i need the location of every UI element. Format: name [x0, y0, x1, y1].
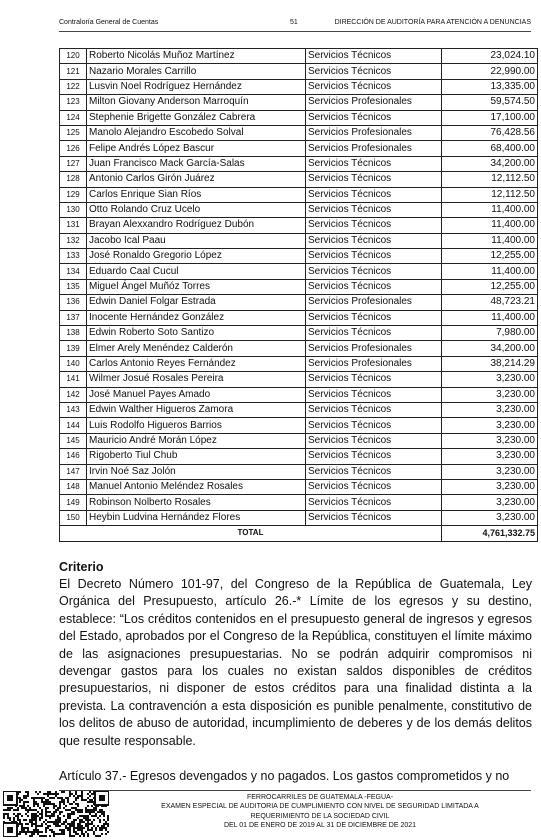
cell-row-number: 132 — [60, 233, 87, 248]
table-row — [60, 202, 538, 217]
barcode-qr-icon — [3, 791, 109, 837]
cell-amount: 68,400.00 — [442, 141, 538, 156]
cell-service-type: Servicios Técnicos — [306, 49, 442, 64]
cell-row-number: 129 — [60, 187, 87, 202]
cell-person-name: Manuel Antonio Meléndez Rosales — [87, 479, 306, 494]
table-row — [60, 172, 538, 187]
cell-amount: 3,230.00 — [442, 479, 538, 494]
table-row — [60, 49, 538, 64]
cell-row-number: 128 — [60, 172, 87, 187]
cell-person-name: Brayan Alexxandro Rodríguez Dubón — [87, 218, 306, 233]
cell-service-type: Servicios Técnicos — [306, 464, 442, 479]
cell-amount: 76,428.56 — [442, 125, 538, 140]
cell-service-type: Servicios Técnicos — [306, 64, 442, 79]
cell-service-type: Servicios Técnicos — [306, 418, 442, 433]
article-37-paragraph: Artículo 37.- Egresos devengados y no pagados. Los gastos comprometidos y no — [59, 769, 510, 783]
cell-service-type: Servicios Técnicos — [306, 402, 442, 417]
cell-row-number: 144 — [60, 418, 87, 433]
cell-service-type: Servicios Profesionales — [306, 341, 442, 356]
cell-row-number: 147 — [60, 464, 87, 479]
table-row — [60, 187, 538, 202]
cell-service-type: Servicios Técnicos — [306, 79, 442, 94]
cell-service-type: Servicios Técnicos — [306, 495, 442, 510]
cell-amount: 3,230.00 — [442, 510, 538, 525]
table-row — [60, 495, 538, 510]
cell-row-number: 143 — [60, 402, 87, 417]
contracts-table — [59, 48, 538, 542]
cell-service-type: Servicios Técnicos — [306, 264, 442, 279]
cell-person-name: Carlos Enrique Sian Ríos — [87, 187, 306, 202]
cell-row-number: 150 — [60, 510, 87, 525]
cell-amount: 13,335.00 — [442, 79, 538, 94]
cell-row-number: 130 — [60, 202, 87, 217]
cell-row-number: 125 — [60, 125, 87, 140]
table-row — [60, 341, 538, 356]
cell-person-name: Jacobo Ical Paau — [87, 233, 306, 248]
cell-row-number: 139 — [60, 341, 87, 356]
cell-row-number: 137 — [60, 310, 87, 325]
cell-row-number: 140 — [60, 356, 87, 371]
cell-service-type: Servicios Técnicos — [306, 433, 442, 448]
cell-service-type: Servicios Técnicos — [306, 326, 442, 341]
cell-service-type: Servicios Técnicos — [306, 479, 442, 494]
cell-row-number: 141 — [60, 372, 87, 387]
cell-amount: 3,230.00 — [442, 449, 538, 464]
cell-amount: 34,200.00 — [442, 156, 538, 171]
table-row — [60, 387, 538, 402]
cell-service-type: Servicios Técnicos — [306, 249, 442, 264]
cell-service-type: Servicios Profesionales — [306, 141, 442, 156]
cell-person-name: Wilmer Josué Rosales Pereira — [87, 372, 306, 387]
total-amount: 4,761,332.75 — [442, 526, 538, 541]
cell-row-number: 148 — [60, 479, 87, 494]
cell-person-name: Irvin Noé Saz Jolón — [87, 464, 306, 479]
cell-person-name: Luis Rodolfo Higueros Barrios — [87, 418, 306, 433]
cell-person-name: Rigoberto Tiul Chub — [87, 449, 306, 464]
cell-person-name: Felipe Andrés López Bascur — [87, 141, 306, 156]
cell-person-name: Antonio Carlos Girón Juárez — [87, 172, 306, 187]
footer-request: REQUERIMIENTO DE LA SOCIEDAD CIVIL — [250, 812, 390, 820]
cell-amount: 12,255.00 — [442, 279, 538, 294]
cell-person-name: Juan Francisco Mack García-Salas — [87, 156, 306, 171]
cell-amount: 12,112.50 — [442, 187, 538, 202]
header-department: DIRECCIÓN DE AUDITORÍA PARA ATENCIÓN A DENUNCIAS — [334, 19, 531, 26]
table-row — [60, 218, 538, 233]
table-row — [60, 449, 538, 464]
table-row — [60, 141, 538, 156]
cell-amount: 3,230.00 — [442, 464, 538, 479]
cell-person-name: Edwin Roberto Soto Santizo — [87, 326, 306, 341]
cell-service-type: Servicios Profesionales — [306, 95, 442, 110]
table-row — [60, 510, 538, 525]
table-row — [60, 264, 538, 279]
cell-person-name: Edwin Daniel Folgar Estrada — [87, 295, 306, 310]
header-divider — [59, 31, 531, 32]
table-row — [60, 156, 538, 171]
criterio-heading: Criterio — [59, 560, 104, 574]
cell-row-number: 145 — [60, 433, 87, 448]
cell-person-name: Manolo Alejandro Escobedo Solval — [87, 125, 306, 140]
cell-amount: 3,230.00 — [442, 433, 538, 448]
cell-service-type: Servicios Técnicos — [306, 279, 442, 294]
cell-service-type: Servicios Profesionales — [306, 295, 442, 310]
cell-row-number: 126 — [60, 141, 87, 156]
footer-divider — [59, 790, 531, 791]
cell-amount: 3,230.00 — [442, 387, 538, 402]
total-row — [60, 526, 538, 541]
cell-service-type: Servicios Técnicos — [306, 449, 442, 464]
table-row — [60, 125, 538, 140]
cell-amount: 11,400.00 — [442, 233, 538, 248]
table-row — [60, 64, 538, 79]
cell-amount: 11,400.00 — [442, 264, 538, 279]
cell-row-number: 135 — [60, 279, 87, 294]
cell-service-type: Servicios Técnicos — [306, 172, 442, 187]
cell-service-type: Servicios Técnicos — [306, 187, 442, 202]
footer-exam: EXAMEN ESPECIAL DE AUDITORIA DE CUMPLIMIENTO CON NIVEL DE SEGURIDAD LIMITADA A — [161, 803, 479, 811]
cell-service-type: Servicios Técnicos — [306, 110, 442, 125]
cell-person-name: Eduardo Caal Cucul — [87, 264, 306, 279]
cell-row-number: 120 — [60, 49, 87, 64]
cell-amount: 22,990.00 — [442, 64, 538, 79]
criterio-paragraph: El Decreto Número 101-97, del Congreso de la República de Guatemala, Ley Orgánica del Presupuesto, artículo 26.-* Límite de los egresos y su destino, establece: “Los créditos contenidos en el presupuesto general de ingresos y egresos del Estado, aprobados por el Congreso de la República, constituyen el límite máximo de las asignaciones presupuestarias. No se podrán adquirir compromisos ni devengar gastos para los cuales no existan saldos disponibles de créditos presupuestarios, ni disponer de estos créditos para una finalidad distinta a la prevista. La contravención a esta disposición es punible penalmente, constitutivo de los delitos de abuso de autoridad, incumplimiento de deberes y de los demás delitos que resulte responsable. — [59, 577, 532, 748]
cell-row-number: 127 — [60, 156, 87, 171]
cell-amount: 17,100.00 — [442, 110, 538, 125]
table-row — [60, 464, 538, 479]
cell-amount: 3,230.00 — [442, 495, 538, 510]
table-row — [60, 433, 538, 448]
footer-period: DEL 01 DE ENERO DE 2019 AL 31 DE DICIEMBRE DE 2021 — [223, 822, 417, 830]
cell-amount: 11,400.00 — [442, 310, 538, 325]
cell-person-name: Heybin Ludvina Hernández Flores — [87, 510, 306, 525]
cell-service-type: Servicios Técnicos — [306, 510, 442, 525]
cell-row-number: 121 — [60, 64, 87, 79]
table-row — [60, 233, 538, 248]
table-row — [60, 310, 538, 325]
cell-row-number: 149 — [60, 495, 87, 510]
cell-row-number: 123 — [60, 95, 87, 110]
table-row — [60, 326, 538, 341]
table-row — [60, 356, 538, 371]
cell-service-type: Servicios Técnicos — [306, 202, 442, 217]
cell-service-type: Servicios Técnicos — [306, 233, 442, 248]
total-label: TOTAL — [60, 526, 442, 541]
cell-person-name: Lusvin Noel Rodríguez Hernández — [87, 79, 306, 94]
cell-person-name: Robinson Nolberto Rosales — [87, 495, 306, 510]
cell-person-name: Carlos Antonio Reyes Fernández — [87, 356, 306, 371]
cell-amount: 12,255.00 — [442, 249, 538, 264]
table-row — [60, 279, 538, 294]
cell-person-name: José Manuel Payes Amado — [87, 387, 306, 402]
cell-service-type: Servicios Técnicos — [306, 372, 442, 387]
cell-amount: 12,112.50 — [442, 172, 538, 187]
cell-person-name: Otto Rolando Cruz Ucelo — [87, 202, 306, 217]
cell-amount: 48,723.21 — [442, 295, 538, 310]
cell-amount: 3,230.00 — [442, 372, 538, 387]
table-row — [60, 418, 538, 433]
table-row — [60, 79, 538, 94]
cell-row-number: 134 — [60, 264, 87, 279]
cell-amount: 38,214.29 — [442, 356, 538, 371]
cell-amount: 7,980.00 — [442, 326, 538, 341]
header-page-number: 51 — [290, 19, 298, 26]
cell-service-type: Servicios Técnicos — [306, 387, 442, 402]
cell-service-type: Servicios Profesionales — [306, 125, 442, 140]
cell-person-name: Roberto Nicolás Muñoz Martínez — [87, 49, 306, 64]
cell-amount: 23,024.10 — [442, 49, 538, 64]
cell-amount: 34,200.00 — [442, 341, 538, 356]
cell-person-name: Nazario Morales Carrillo — [87, 64, 306, 79]
cell-person-name: Stephenie Brigette González Cabrera — [87, 110, 306, 125]
header-institution: Contraloría General de Cuentas — [59, 19, 159, 26]
cell-person-name: Mauricio André Morán López — [87, 433, 306, 448]
cell-amount: 3,230.00 — [442, 402, 538, 417]
cell-row-number: 146 — [60, 449, 87, 464]
table-row — [60, 295, 538, 310]
table-row — [60, 479, 538, 494]
cell-row-number: 122 — [60, 79, 87, 94]
cell-row-number: 133 — [60, 249, 87, 264]
table-row — [60, 402, 538, 417]
cell-person-name: Edwin Walther Higueros Zamora — [87, 402, 306, 417]
cell-person-name: José Ronaldo Gregorio López — [87, 249, 306, 264]
cell-amount: 59,574.50 — [442, 95, 538, 110]
footer-entity: FERROCARRILES DE GUATEMALA -FEGUA- — [246, 794, 394, 801]
cell-amount: 11,400.00 — [442, 202, 538, 217]
table-row — [60, 249, 538, 264]
cell-service-type: Servicios Técnicos — [306, 310, 442, 325]
table-row — [60, 372, 538, 387]
cell-person-name: Milton Giovany Anderson Marroquín — [87, 95, 306, 110]
cell-service-type: Servicios Técnicos — [306, 156, 442, 171]
cell-row-number: 138 — [60, 326, 87, 341]
table-row — [60, 95, 538, 110]
cell-service-type: Servicios Técnicos — [306, 218, 442, 233]
cell-row-number: 136 — [60, 295, 87, 310]
cell-amount: 11,400.00 — [442, 218, 538, 233]
cell-row-number: 124 — [60, 110, 87, 125]
cell-amount: 3,230.00 — [442, 418, 538, 433]
cell-person-name: Inocente Hernández González — [87, 310, 306, 325]
cell-person-name: Miguel Ángel Muñóz Torres — [87, 279, 306, 294]
page-footer — [110, 793, 530, 831]
cell-row-number: 131 — [60, 218, 87, 233]
cell-service-type: Servicios Profesionales — [306, 356, 442, 371]
cell-person-name: Elmer Arely Menéndez Calderón — [87, 341, 306, 356]
table-row — [60, 110, 538, 125]
cell-row-number: 142 — [60, 387, 87, 402]
